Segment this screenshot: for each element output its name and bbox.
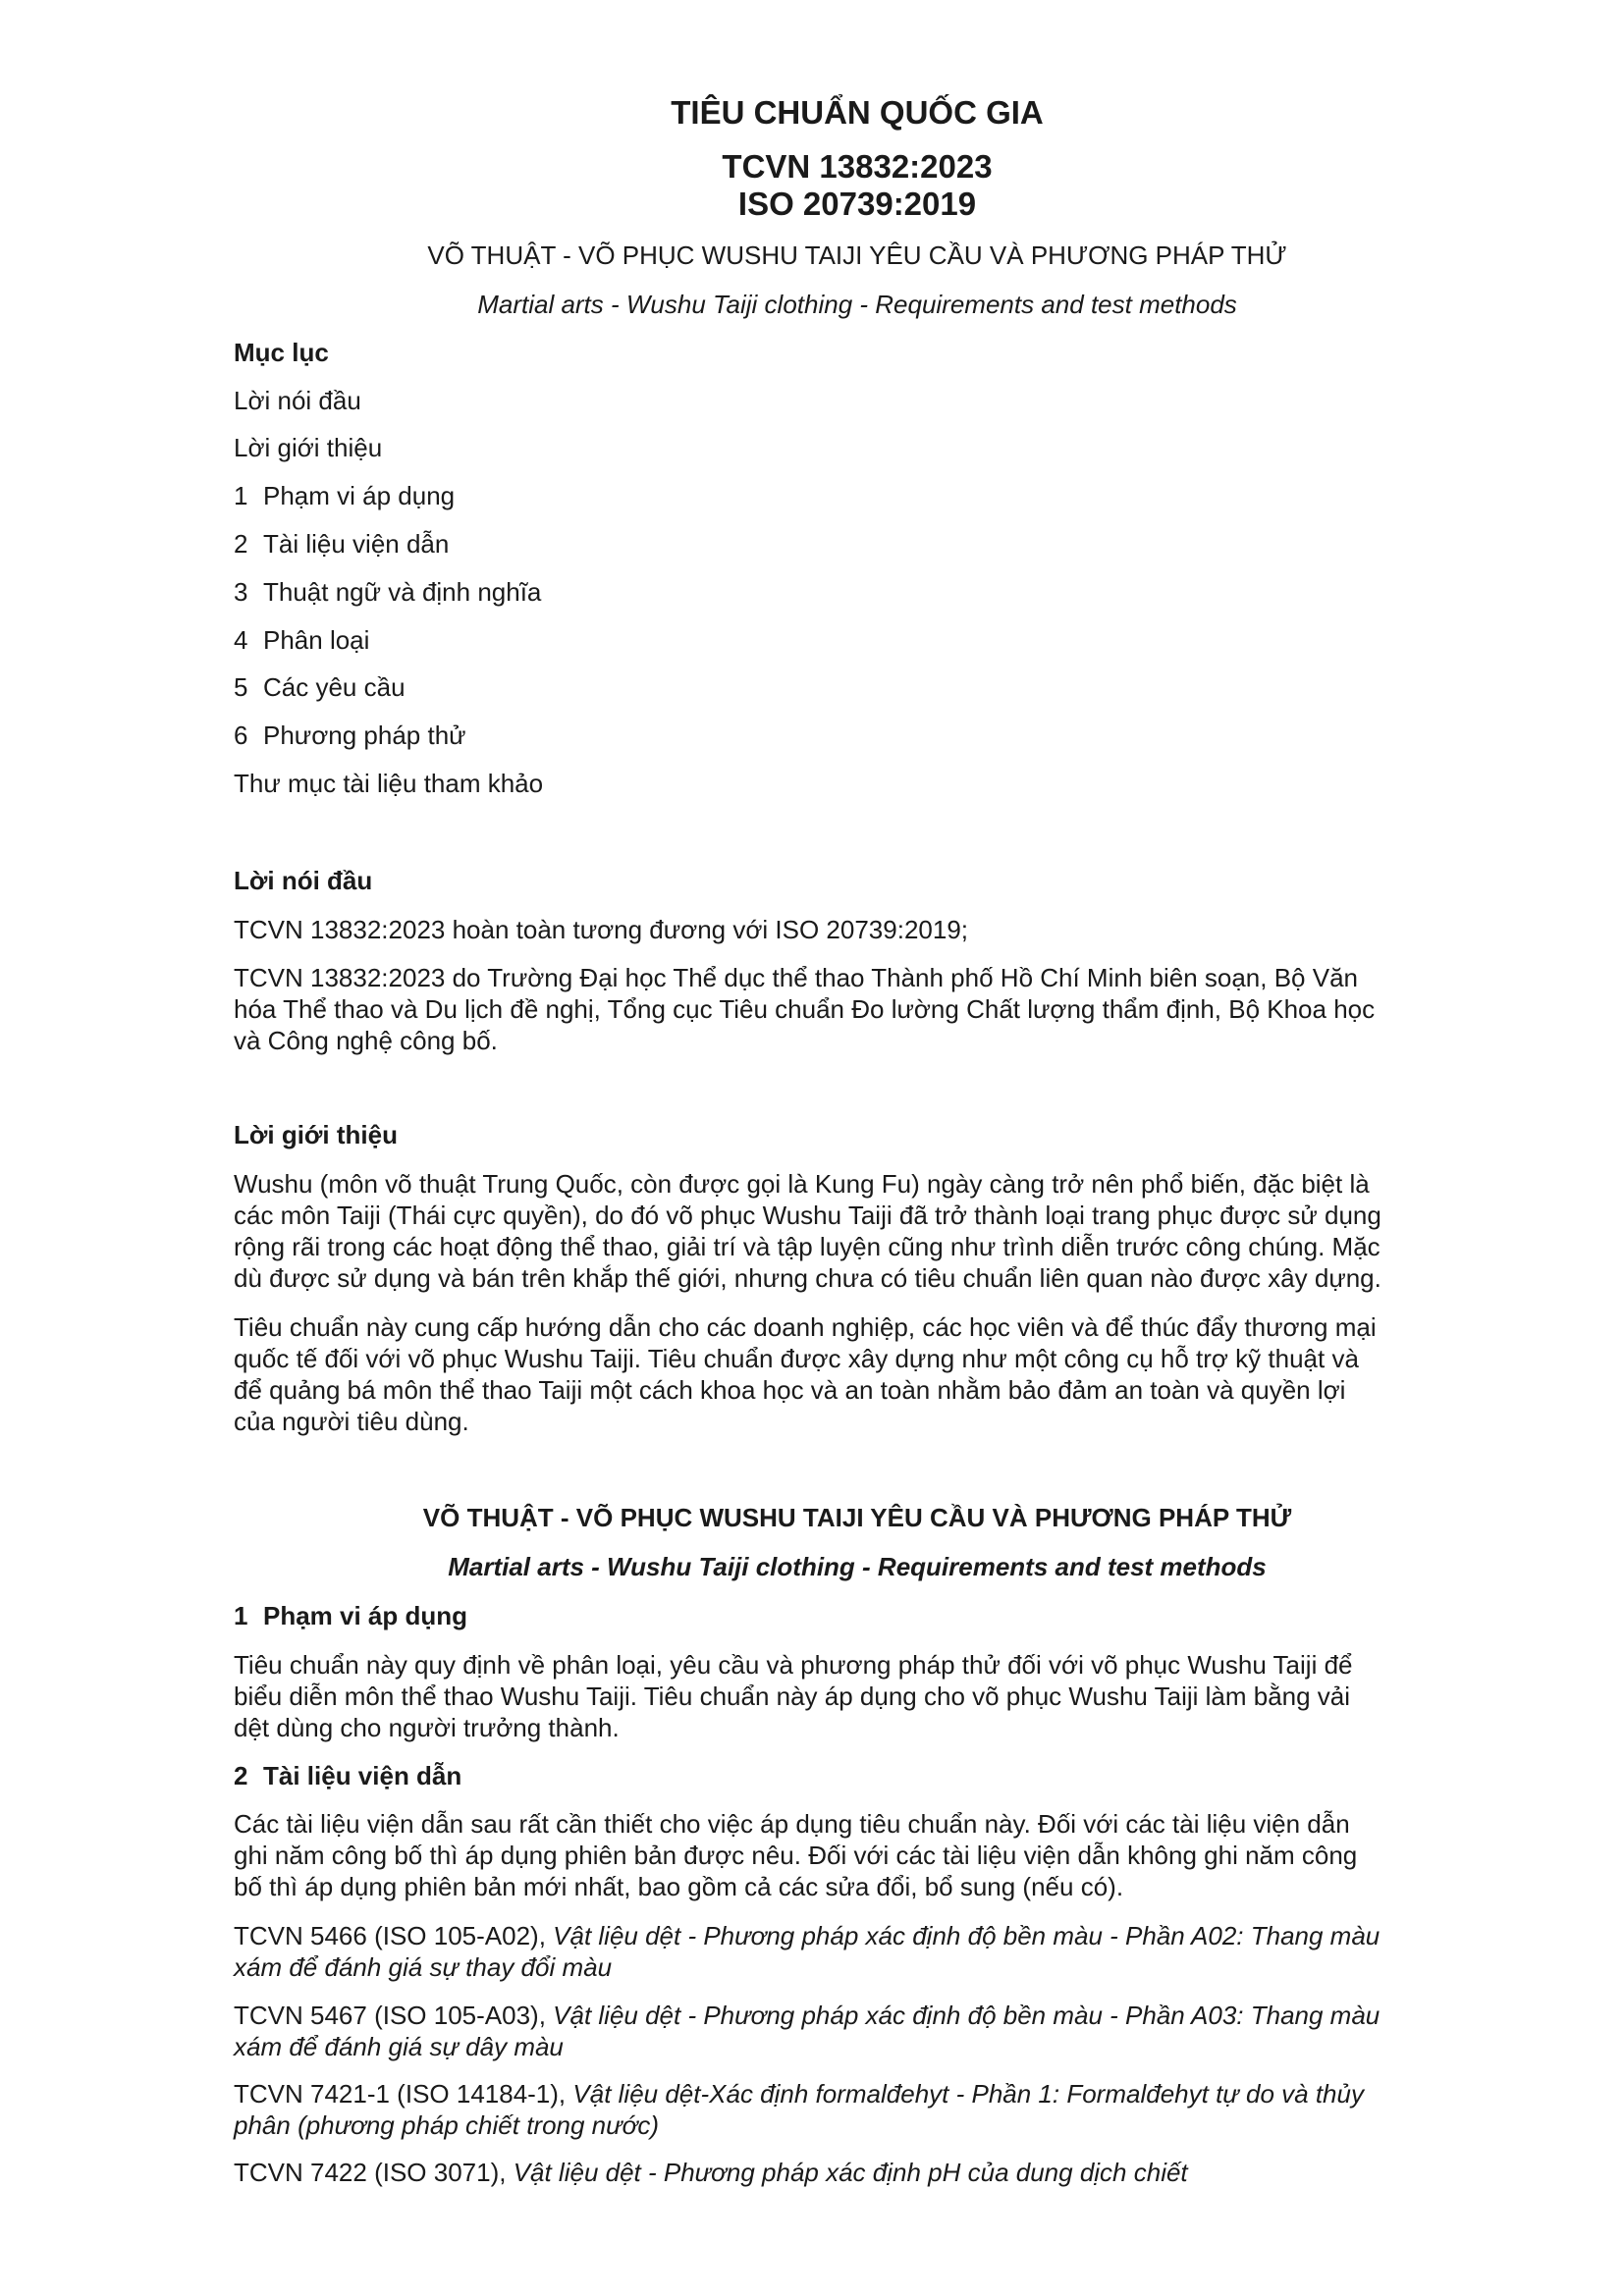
document-title-vi: VÕ THUẬT - VÕ PHỤC WUSHU TAIJI YÊU CẦU VÀ PHƯƠNG PHÁP THỬ: [427, 240, 1287, 270]
section-2-heading: 2 Tài liệu viện dẫn: [234, 1761, 462, 1790]
reference-entry-continuation: phân (phương pháp chiết trong nước): [234, 2110, 659, 2140]
section-1-paragraph-line: biểu diễn môn thể thao Wushu Taiji. Tiêu chuẩn này áp dụng cho võ phục Wushu Taiji làm bằng vải: [234, 1682, 1351, 1711]
introduction-paragraph-line: dù được sử dụng và bán trên khắp thế giới, nhưng chưa có tiêu chuẩn liên quan nào được xây dựng.: [234, 1263, 1381, 1293]
toc-item: Lời giới thiệu: [234, 433, 383, 462]
reference-entry: TCVN 7421-1 (ISO 14184-1), Vật liệu dệt-Xác định formalđehyt - Phần 1: Formalđehyt tự do và thủy: [234, 2079, 1364, 2109]
introduction-paragraph-line: để quảng bá môn thể thao Taiji một cách khoa học và an toàn nhằm bảo đảm an toàn và quyền lợi: [234, 1375, 1346, 1405]
national-standard-label: TIÊU CHUẨN QUỐC GIA: [671, 94, 1044, 131]
document-title-en: Martial arts - Wushu Taiji clothing - Requirements and test methods: [477, 290, 1237, 319]
toc-item: 2 Tài liệu viện dẫn: [234, 529, 450, 559]
toc-item: 6 Phương pháp thử: [234, 721, 466, 750]
section-1-paragraph-line: dệt dùng cho người trưởng thành.: [234, 1713, 620, 1742]
section-2-intro-line: ghi năm công bố thì áp dụng phiên bản được nêu. Đối với các tài liệu viện dẫn không ghi năm công: [234, 1841, 1358, 1870]
iso-code: ISO 20739:2019: [737, 186, 977, 222]
introduction-paragraph-line: quốc tế đối với võ phục Wushu Taiji. Tiêu chuẩn được xây dựng như một công cụ hỗ trợ kỹ thuật và: [234, 1344, 1359, 1373]
foreword-heading: Lời nói đầu: [234, 866, 373, 895]
reference-entry: TCVN 5467 (ISO 105-A03), Vật liệu dệt - Phương pháp xác định độ bền màu - Phần A03: Thang màu: [234, 2001, 1380, 2030]
introduction-paragraph-line: Wushu (môn võ thuật Trung Quốc, còn được gọi là Kung Fu) ngày càng trở nên phổ biến, đặc biệt là: [234, 1169, 1370, 1199]
introduction-paragraph-line: rộng rãi trong các hoạt động thể thao, giải trí và tập luyện cũng như trình diễn trước công chúng. Mặc: [234, 1232, 1380, 1261]
section-2-intro-line: bố thì áp dụng phiên bản mới nhất, bao gồm cả các sửa đổi, bổ sung (nếu có).: [234, 1872, 1124, 1901]
body-title-en: Martial arts - Wushu Taiji clothing - Requirements and test methods: [448, 1552, 1267, 1581]
introduction-paragraph-line: Tiêu chuẩn này cung cấp hướng dẫn cho các doanh nghiệp, các học viên và để thúc đẩy thương mại: [234, 1312, 1377, 1342]
reference-entry-continuation: xám để đánh giá sự dây màu: [234, 2032, 564, 2061]
section-2-intro-line: Các tài liệu viện dẫn sau rất cần thiết cho việc áp dụng tiêu chuẩn này. Đối với các tài liệu viện dẫn: [234, 1809, 1350, 1839]
foreword-paragraph-line: và Công nghệ công bố.: [234, 1026, 498, 1055]
toc-item: 5 Các yêu cầu: [234, 672, 406, 702]
toc-item: 4 Phân loại: [234, 625, 370, 655]
section-1-heading: 1 Phạm vi áp dụng: [234, 1601, 468, 1630]
introduction-paragraph-line: của người tiêu dùng.: [234, 1407, 469, 1436]
section-1-paragraph-line: Tiêu chuẩn này quy định về phân loại, yêu cầu và phương pháp thử đối với võ phục Wushu Taiji để: [234, 1650, 1353, 1680]
tcvn-code: TCVN 13832:2023: [722, 148, 993, 185]
body-title-vi: VÕ THUẬT - VÕ PHỤC WUSHU TAIJI YÊU CẦU VÀ PHƯƠNG PHÁP THỬ: [422, 1503, 1292, 1532]
toc-item: 1 Phạm vi áp dụng: [234, 481, 456, 510]
toc-heading: Mục lục: [234, 338, 329, 367]
foreword-paragraph-line: hóa Thể thao và Du lịch đề nghị, Tổng cục Tiêu chuẩn Đo lường Chất lượng thẩm định, Bộ Khoa học: [234, 994, 1376, 1024]
foreword-paragraph-line: TCVN 13832:2023 do Trường Đại học Thể dục thể thao Thành phố Hồ Chí Minh biên soạn, Bộ Văn: [234, 963, 1359, 992]
toc-item: Lời nói đầu: [234, 386, 361, 415]
reference-entry: TCVN 7422 (ISO 3071), Vật liệu dệt - Phương pháp xác định pH của dung dịch chiết: [234, 2158, 1188, 2187]
reference-entry: TCVN 5466 (ISO 105-A02), Vật liệu dệt - Phương pháp xác định độ bền màu - Phần A02: Thang màu: [234, 1921, 1380, 1950]
foreword-paragraph: TCVN 13832:2023 hoàn toàn tương đương với ISO 20739:2019;: [234, 915, 969, 944]
introduction-paragraph-line: các môn Taiji (Thái cực quyền), do đó võ phục Wushu Taiji đã trở thành loại trang phục được sử dụng: [234, 1201, 1381, 1230]
introduction-heading: Lời giới thiệu: [234, 1120, 398, 1149]
reference-entry-continuation: xám để đánh giá sự thay đổi màu: [234, 1952, 613, 1982]
toc-item: Thư mục tài liệu tham khảo: [234, 769, 544, 798]
toc-item: 3 Thuật ngữ và định nghĩa: [234, 577, 542, 607]
